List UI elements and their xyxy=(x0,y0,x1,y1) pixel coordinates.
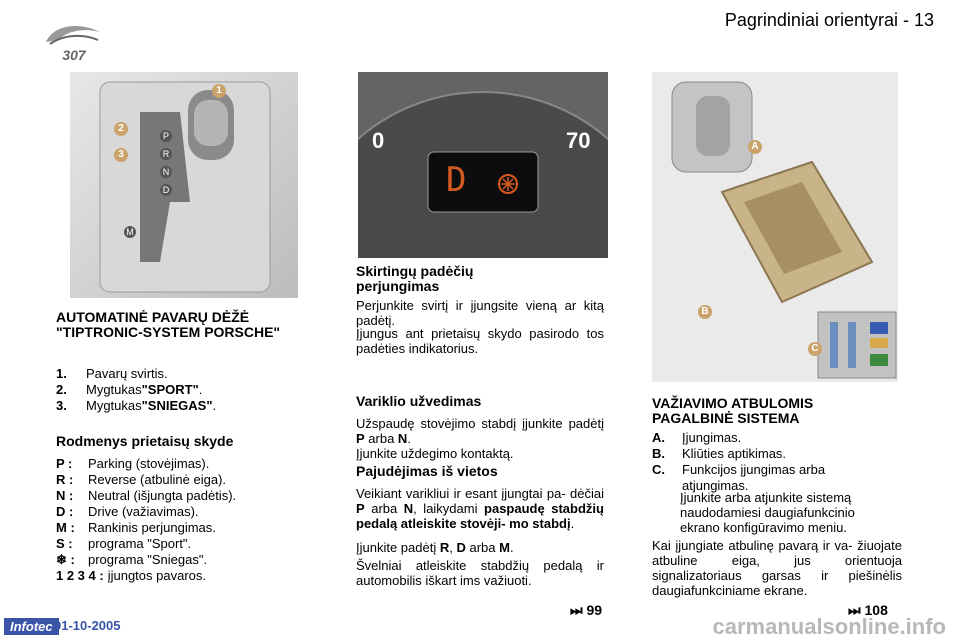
page-ref-108[interactable]: ⏭ 108 xyxy=(848,602,888,618)
legend-row: S : programa "Sport". xyxy=(56,536,192,551)
indicators-section-title: Rodmenys prietaisų skyde xyxy=(56,433,234,449)
page-title: Pagrindiniai orientyrai - 13 xyxy=(724,10,934,30)
gear-letter-m: M xyxy=(124,226,136,238)
moving-off-paragraph-3: Švelniai atleiskite stabdžių pedalą ir automobilis iškart ims važiuoti. xyxy=(356,558,604,588)
watermark: carmanualsonline.info xyxy=(712,614,946,639)
list-item: 3. Mygtukas "SNIEGAS" . xyxy=(56,398,217,413)
legend-row: ❄ : programa "Sniegas". xyxy=(56,552,208,567)
instrument-cluster-image xyxy=(358,72,608,258)
gear-letter-p: P xyxy=(160,130,172,142)
gear-letter-n: N xyxy=(160,166,172,178)
gear-letter-r: R xyxy=(160,148,172,160)
gear-display: D xyxy=(446,160,467,200)
infotec-logo: Infotec xyxy=(4,618,59,635)
next-page-icon: ⏭ xyxy=(570,602,583,618)
list-item: 1. Pavarų svirtis. xyxy=(56,366,168,381)
legend-row: M : Rankinis perjungimas. xyxy=(56,520,216,535)
gear-callout-2: 2 xyxy=(114,122,128,136)
gauge-right-value: 70 xyxy=(566,128,591,153)
gear-callout-1: 1 xyxy=(212,84,226,98)
reverse-aid-title: VAŽIAVIMO ATBULOMIS PAGALBINĖ SISTEMA xyxy=(652,395,814,426)
legend-row: P : Parking (stovėjimas). xyxy=(56,456,210,471)
peugeot-307-logo xyxy=(40,18,108,66)
page-ref-99[interactable]: ⏭ 99 xyxy=(570,602,603,618)
reverse-aid-extra: Įjunkite arba atjunkite sistemą naudodamiesi daugiafunkcinio ekrano konfigūravimo meniu. xyxy=(680,490,855,535)
legend-row: N : Neutral (išjungta padėtis). xyxy=(56,488,237,503)
gear-letter-d: D xyxy=(160,184,172,196)
legend-row: D : Drive (važiavimas). xyxy=(56,504,199,519)
gearbox-items xyxy=(56,366,296,414)
gearbox-title: AUTOMATINĖ PAVARŲ DĖŽĖ "TIPTRONIC-SYSTEM PORSCHE" xyxy=(56,309,281,340)
moving-off-paragraph-1: Veikiant varikliui ir esant įjungtai pa- dėčiai P arba N, laikydami paspaudę stabdžių pedalą atleiskite stovėji- mo stabdį. xyxy=(356,486,604,531)
gear-callout-3: 3 xyxy=(114,148,128,162)
engine-start-paragraph-2: Įjunkite uždegimo kontaktą. xyxy=(356,446,514,461)
list-item: B. Kliūties aptikimas. xyxy=(652,446,787,461)
moving-off-paragraph-2: Įjunkite padėtį R, D arba M. xyxy=(356,540,514,555)
legend-row: R : Reverse (atbulinė eiga). xyxy=(56,472,227,487)
list-item: 2. Mygtukas "SPORT" . xyxy=(56,382,203,397)
parking-callout-c: C xyxy=(808,342,822,356)
parking-callout-b: B xyxy=(698,305,712,319)
moving-off-title: Pajudėjimas iš vietos xyxy=(356,463,498,479)
logo-text: 307 xyxy=(62,47,86,63)
gear-selector-image xyxy=(70,72,298,298)
shift-paragraph-2: Įjungus ant prietaisų skydo pasirodo tos padėties indikatorius. xyxy=(356,326,604,356)
list-item: C. Funkcijos įjungimas arba atjungimas. xyxy=(652,462,826,493)
gauge-left-value: 0 xyxy=(372,128,385,153)
reverse-aid-items xyxy=(652,430,902,494)
indicators-legend xyxy=(56,456,296,584)
legend-row: 1 2 3 4 : įjungtos pavaros. xyxy=(56,568,206,583)
engine-start-title: Variklio užvedimas xyxy=(356,393,482,409)
reverse-aid-paragraph: Kai įjungiate atbulinę pavarą ir va- žiuojate atbuline eiga, jus orientuoja signalizatoriaus garsas ir piešinėlis daugiafunkciniame ekrane. xyxy=(652,538,902,598)
engine-start-paragraph-1: Užspaudę stovėjimo stabdį įjunkite padėtį P arba N. xyxy=(356,416,604,446)
shift-paragraph-1: Perjunkite svirtį ir įjungsite vieną ar kitą padėtį. xyxy=(356,298,604,328)
list-item: A. Įjungimas. xyxy=(652,430,742,445)
parking-callout-a: A xyxy=(748,140,762,154)
parking-aid-image xyxy=(652,72,898,382)
shift-title: Skirtingų padėčių perjungimas xyxy=(356,263,474,294)
next-page-icon: ⏭ xyxy=(848,602,861,618)
footer-date: 01-10-2005 xyxy=(54,618,121,633)
